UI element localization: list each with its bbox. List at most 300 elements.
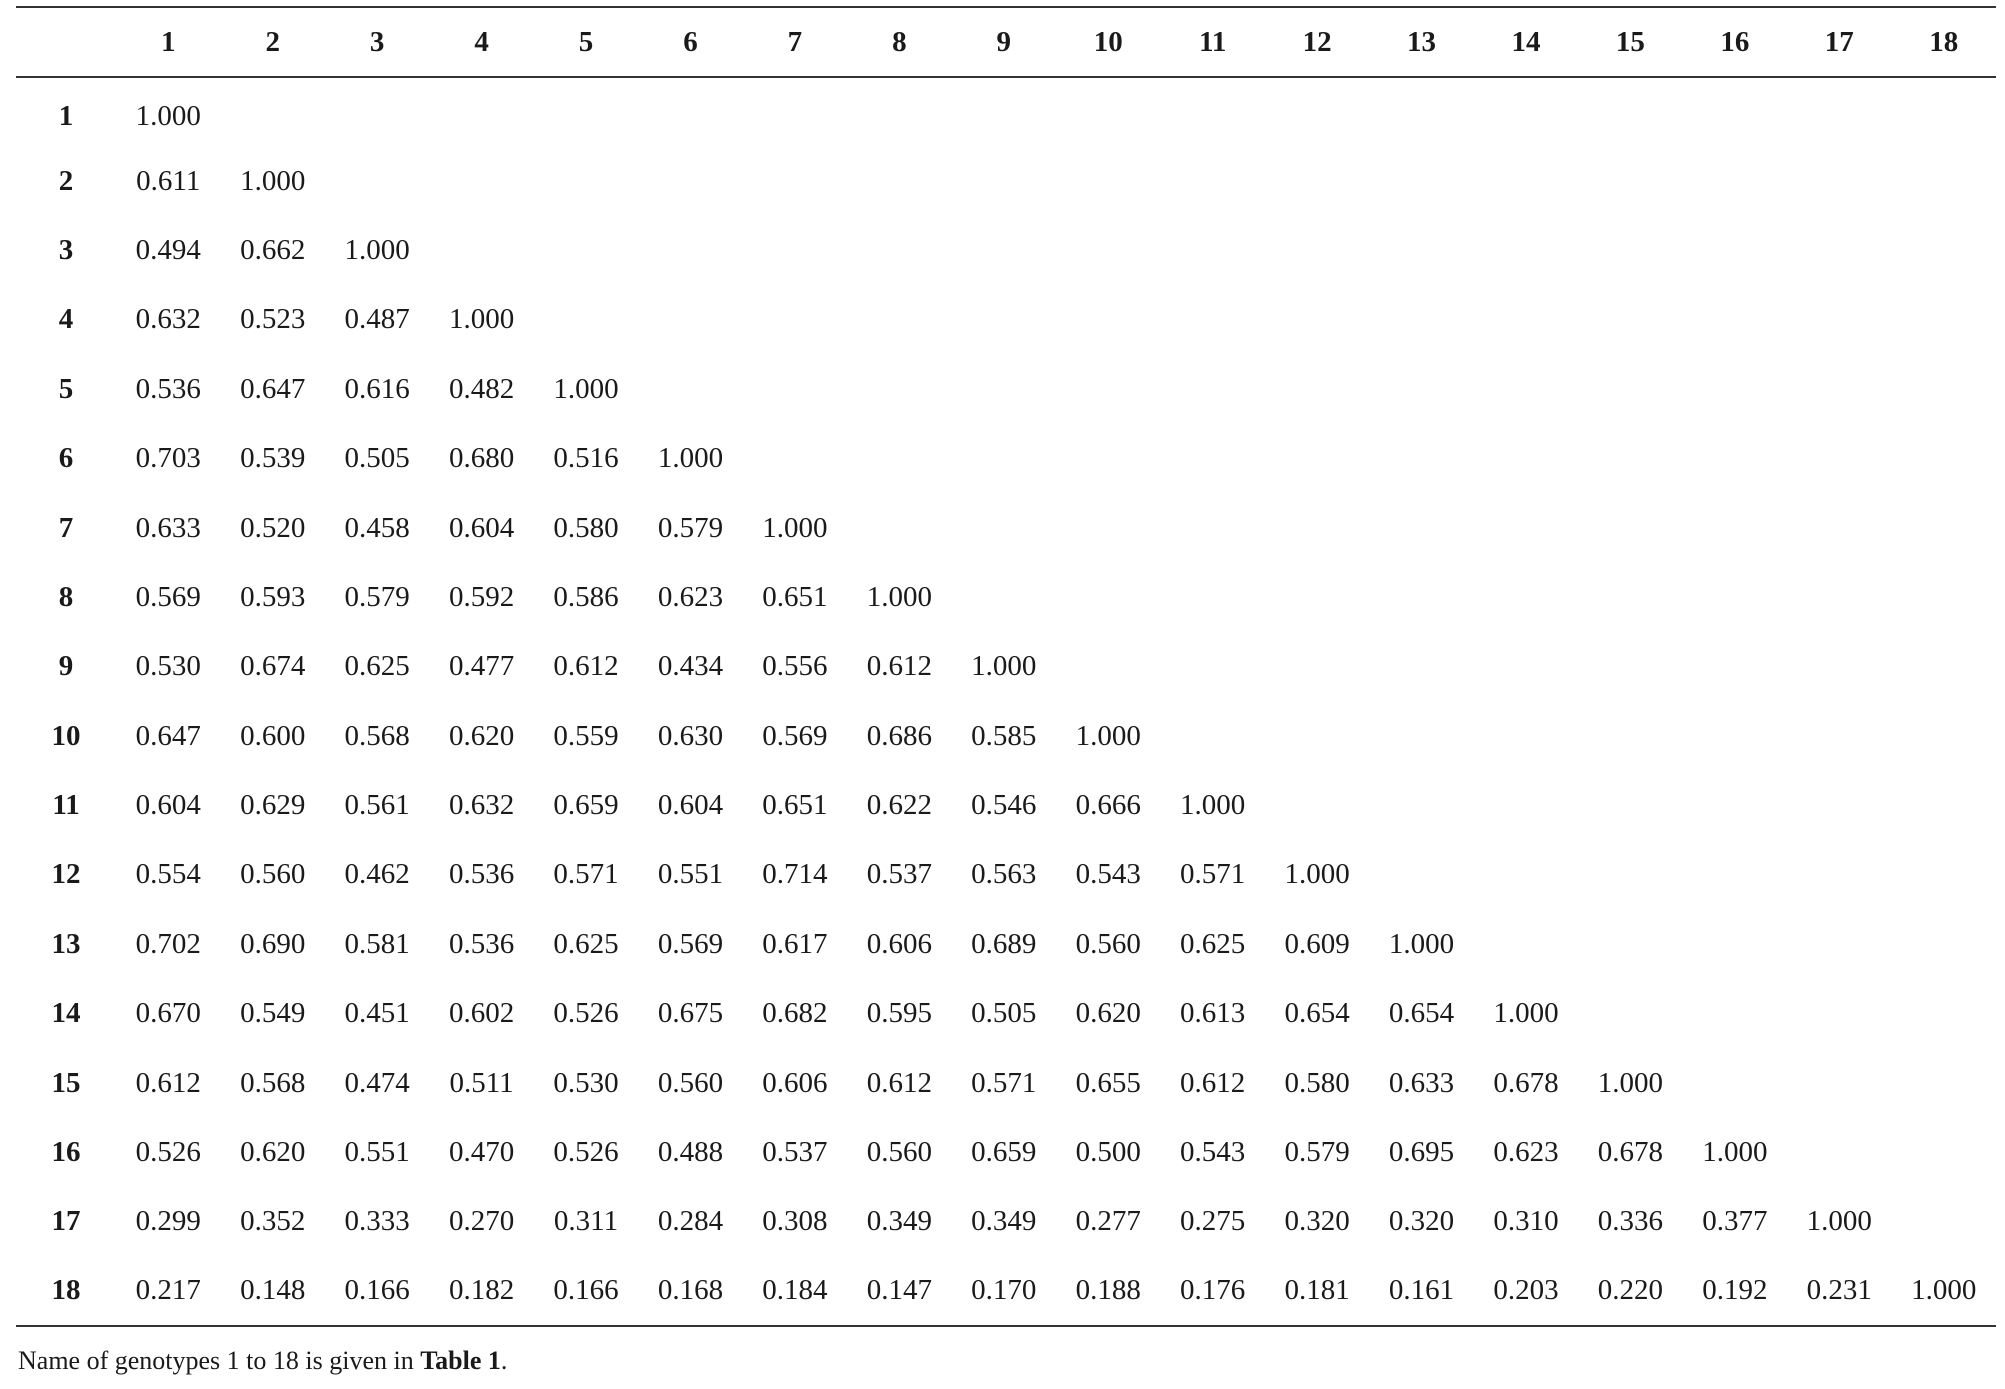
table-cell: 0.647 [240,372,306,405]
table-cell: 0.654 [1388,997,1455,1030]
table-cell [1160,146,1264,215]
table-cell [1474,771,1578,840]
table-cell [1891,632,1996,701]
table-cell: 0.612 [866,1066,932,1099]
table-cell [638,77,742,146]
table-cell [1891,146,1996,215]
table-row [16,771,1996,840]
table-row [16,355,1996,424]
table-cell [1578,424,1682,493]
table-cell [1891,1118,1996,1187]
table-cell: 0.592 [448,580,515,613]
table-row [16,424,1996,493]
row-header-1: 1 [58,99,74,132]
table-cell: 0.680 [448,442,515,475]
table-row [16,285,1996,354]
table-cell [1578,355,1682,424]
table-cell [1265,632,1369,701]
table-cell: 0.662 [240,233,306,266]
table-cell: 0.275 [1180,1205,1246,1238]
table-cell: 0.377 [1702,1205,1768,1238]
table-cell: 0.559 [553,719,619,752]
table-cell [1787,424,1891,493]
table-cell: 0.543 [1180,1136,1246,1169]
table-cell [952,424,1056,493]
table-cell [325,146,429,215]
row-header-17: 17 [51,1205,81,1238]
row-header-10: 10 [51,719,81,752]
table-cell: 0.192 [1683,1257,1787,1326]
table-cell: 1.000 [1493,997,1559,1030]
table-cell [1369,146,1473,215]
table-cell: 0.581 [344,927,410,960]
table-cell [1056,355,1160,424]
table-cell [1683,1048,1787,1117]
table-header [16,7,1996,77]
table-cell [1474,563,1578,632]
table-cell: 1.000 [1891,1257,1996,1326]
table-row [16,1048,1996,1117]
table-cell [1787,355,1891,424]
table-cell [1474,424,1578,493]
table-cell: 0.505 [971,997,1037,1030]
table-cell [638,216,742,285]
table-cell: 0.580 [1284,1066,1350,1099]
table-cell [1474,216,1578,285]
table-cell: 0.604 [135,789,201,822]
table-cell [220,77,324,146]
table-cell: 0.526 [553,1136,619,1169]
table-cell: 0.474 [344,1066,410,1099]
table-cell [1891,771,1996,840]
table-cell: 0.220 [1578,1257,1682,1326]
table-cell [847,355,951,424]
row-header-15: 15 [51,1066,81,1099]
table-cell: 0.593 [240,580,306,613]
row-header-3: 3 [58,233,74,266]
table-cell: 0.537 [762,1136,828,1169]
table-cell [1787,77,1891,146]
table-row [16,910,1996,979]
similarity-matrix-table [16,6,1996,1327]
table-cell: 0.458 [344,511,410,544]
row-header-13: 13 [51,927,81,960]
column-header-14: 14 [1474,7,1578,77]
table-cell [1891,285,1996,354]
table-cell [1578,771,1682,840]
table-cell [534,285,638,354]
column-header-11: 11 [1160,7,1264,77]
table-cell: 0.188 [1056,1257,1160,1326]
table-cell [743,424,847,493]
table-cell: 0.500 [1075,1136,1141,1169]
table-cell: 0.600 [240,719,306,752]
table-cell [1891,216,1996,285]
table-cell: 0.184 [743,1257,847,1326]
table-row [16,1187,1996,1256]
table-cell: 0.477 [448,650,515,683]
table-cell: 1.000 [1388,927,1455,960]
column-header-5: 5 [534,7,638,77]
table-cell [952,563,1056,632]
table-cell [1891,910,1996,979]
table-cell [1578,702,1682,771]
table-row [16,216,1996,285]
column-header-12: 12 [1265,7,1369,77]
column-header-8: 8 [847,7,951,77]
table-cell: 0.352 [240,1205,306,1238]
table-cell: 0.530 [135,650,201,683]
table-cell [1787,563,1891,632]
table-cell: 0.568 [240,1066,306,1099]
table-cell: 1.000 [344,233,410,266]
table-cell [1369,563,1473,632]
table-cell [1683,840,1787,909]
table-cell [429,77,533,146]
table-cell: 0.349 [866,1205,932,1238]
table-cell [743,285,847,354]
table-cell [1369,493,1473,562]
column-header-7: 7 [743,7,847,77]
table-cell [1474,285,1578,354]
table-cell [1369,771,1473,840]
table-cell: 0.678 [1493,1066,1559,1099]
table-cell: 0.536 [448,858,515,891]
table-cell [1160,424,1264,493]
table-cell [952,216,1056,285]
table-cell: 0.616 [344,372,410,405]
table-cell: 0.536 [448,927,515,960]
table-cell: 0.666 [1075,789,1141,822]
table-cell [1160,563,1264,632]
table-cell [1787,979,1891,1048]
table-cell [1056,563,1160,632]
table-row [16,1257,1996,1326]
table-cell: 0.543 [1075,858,1141,891]
table-cell: 0.487 [344,303,410,336]
table-cell: 0.536 [135,372,201,405]
table-cell [638,285,742,354]
table-cell [1056,216,1160,285]
table-cell [1474,355,1578,424]
table-cell: 0.176 [1160,1257,1264,1326]
table-cell: 0.161 [1369,1257,1473,1326]
table-cell [1891,1048,1996,1117]
table-cell: 0.549 [240,997,306,1030]
row-header-9: 9 [58,650,74,683]
table-cell: 0.182 [429,1257,533,1326]
table-cell: 0.623 [1493,1136,1559,1169]
table-footnote [18,1346,507,1376]
table-cell: 1.000 [1806,1205,1872,1238]
table-cell [1578,840,1682,909]
table-cell: 0.620 [240,1136,306,1169]
table-cell [952,493,1056,562]
table-cell [1265,771,1369,840]
table-cell [1787,910,1891,979]
table-row [16,146,1996,215]
table-row [16,840,1996,909]
table-cell [1369,632,1473,701]
table-cell [1787,216,1891,285]
row-header-4: 4 [58,303,74,336]
table-cell [1369,702,1473,771]
table-cell: 0.604 [657,789,724,822]
table-cell: 0.612 [135,1066,201,1099]
table-cell [1056,146,1160,215]
table-cell [1160,493,1264,562]
table-cell: 0.494 [135,233,201,266]
table-cell: 0.539 [240,442,306,475]
column-header-15: 15 [1578,7,1682,77]
table-cell [1891,77,1996,146]
table-cell: 0.560 [240,858,306,891]
table-row [16,563,1996,632]
table-cell [952,285,1056,354]
table-cell [1683,563,1787,632]
table-cell [1265,493,1369,562]
table-cell: 0.579 [1284,1136,1350,1169]
table-cell: 1.000 [1702,1136,1768,1169]
table-cell [1265,216,1369,285]
table-cell [847,216,951,285]
table-cell [1683,355,1787,424]
row-header-7: 7 [58,511,74,544]
table-cell [952,355,1056,424]
table-cell [743,216,847,285]
table-cell: 0.586 [553,580,619,613]
table-cell: 0.560 [1075,927,1141,960]
table-cell: 0.629 [240,789,306,822]
table-cell: 0.520 [240,511,306,544]
table-cell [952,77,1056,146]
table-cell [1683,424,1787,493]
table-cell: 0.611 [136,164,201,197]
table-cell: 0.546 [971,789,1037,822]
table-cell: 0.689 [971,927,1037,960]
table-cell: 0.556 [762,650,828,683]
table-cell [1787,146,1891,215]
table-cell: 1.000 [553,372,619,405]
table-cell: 0.651 [762,789,828,822]
table-cell [743,355,847,424]
table-cell: 0.625 [344,650,410,683]
table-cell: 0.612 [866,650,932,683]
table-cell: 0.620 [448,719,515,752]
table-cell: 0.203 [1474,1257,1578,1326]
table-cell: 0.690 [240,927,306,960]
table-cell: 0.659 [553,789,619,822]
column-header-10: 10 [1056,7,1160,77]
table-cell [1160,355,1264,424]
table-cell: 0.333 [344,1205,410,1238]
table-cell [952,146,1056,215]
table-row [16,632,1996,701]
header-row [16,7,1996,77]
table-cell: 0.560 [866,1136,932,1169]
table-cell [1265,285,1369,354]
table-cell: 1.000 [1075,719,1141,752]
table-cell [1578,632,1682,701]
table-cell: 0.526 [553,997,619,1030]
table-cell: 0.571 [1180,858,1246,891]
table-cell: 0.633 [1388,1066,1455,1099]
table-cell: 0.655 [1075,1066,1141,1099]
table-cell: 0.585 [971,719,1037,752]
table-cell [1265,146,1369,215]
column-header-4: 4 [429,7,533,77]
table-cell: 0.320 [1284,1205,1350,1238]
table-cell: 0.336 [1597,1205,1664,1238]
table-cell: 0.563 [971,858,1037,891]
table-cell: 0.702 [135,927,201,960]
table-cell: 0.609 [1284,927,1350,960]
table-cell: 0.166 [534,1257,638,1326]
table-cell: 0.170 [952,1257,1056,1326]
table-cell: 0.270 [448,1205,515,1238]
column-header-2: 2 [220,7,324,77]
table-cell: 0.622 [866,789,932,822]
table-cell: 0.284 [657,1205,724,1238]
table-cell [534,77,638,146]
table-cell [1891,1187,1996,1256]
table-cell: 1.000 [866,580,932,613]
column-header-9: 9 [952,7,1056,77]
table-cell [1160,632,1264,701]
table-cell [1891,493,1996,562]
column-header-18: 18 [1891,7,1996,77]
table-cell [1787,702,1891,771]
table-cell [534,216,638,285]
table-cell: 0.482 [448,372,515,405]
table-cell: 1.000 [1180,789,1246,822]
table-cell: 0.623 [657,580,724,613]
table-cell: 0.606 [762,1066,828,1099]
table-cell [1787,1118,1891,1187]
table-cell: 0.148 [220,1257,324,1326]
table-cell: 0.654 [1284,997,1350,1030]
column-header-13: 13 [1369,7,1473,77]
table-cell: 0.147 [847,1257,951,1326]
row-header-5: 5 [58,372,74,405]
table-cell: 0.632 [135,303,201,336]
table-cell [638,355,742,424]
table-cell: 0.299 [135,1205,201,1238]
table-row [16,493,1996,562]
table-cell: 0.537 [866,858,932,891]
table-cell [1369,355,1473,424]
table-cell [847,493,951,562]
table-cell: 0.703 [135,442,201,475]
table-cell: 0.349 [971,1205,1037,1238]
table-cell: 0.554 [135,858,201,891]
table-cell [1683,910,1787,979]
table-cell: 0.580 [553,511,619,544]
table-cell: 0.571 [971,1066,1037,1099]
table-cell [1683,979,1787,1048]
table-cell: 0.595 [866,997,932,1030]
table-row [16,979,1996,1048]
table-cell [1474,632,1578,701]
table-cell [1056,493,1160,562]
table-cell: 0.551 [344,1136,410,1169]
table-cell: 0.320 [1388,1205,1455,1238]
table-cell [1578,77,1682,146]
table-cell: 0.530 [553,1066,619,1099]
table-cell [1578,285,1682,354]
table-cell: 0.579 [344,580,410,613]
table-cell: 0.511 [449,1066,514,1099]
table-cell [1056,424,1160,493]
table-cell [743,146,847,215]
table-cell: 0.168 [638,1257,742,1326]
table-cell [1787,771,1891,840]
table-cell [1265,424,1369,493]
table-cell [1265,702,1369,771]
table-cell: 0.630 [657,719,724,752]
table-cell [1683,771,1787,840]
table-row [16,702,1996,771]
table-cell: 0.675 [657,997,724,1030]
table-cell [1683,702,1787,771]
table-cell: 1.000 [1284,858,1350,891]
table-cell: 0.678 [1597,1136,1664,1169]
table-cell: 0.632 [448,789,515,822]
table-cell: 0.714 [762,858,828,891]
table-cell: 0.568 [344,719,410,752]
row-header-18: 18 [16,1257,116,1326]
table-cell [1578,216,1682,285]
table-cell [638,146,742,215]
table-cell: 0.231 [1787,1257,1891,1326]
table-cell: 0.310 [1493,1205,1559,1238]
table-cell: 0.670 [135,997,201,1030]
similarity-matrix-table-container [16,6,1996,1327]
table-cell: 0.647 [135,719,201,752]
table-cell [1056,632,1160,701]
table-cell [1787,1048,1891,1117]
table-cell [429,216,533,285]
table-cell [1265,77,1369,146]
column-header-6: 6 [638,7,742,77]
table-cell [1787,632,1891,701]
table-cell: 0.516 [553,442,619,475]
table-cell: 0.451 [344,997,410,1030]
table-cell [1474,146,1578,215]
table-cell: 0.659 [971,1136,1037,1169]
table-cell: 0.523 [240,303,306,336]
table-cell [1683,493,1787,562]
table-cell: 0.462 [344,858,410,891]
table-cell: 0.602 [448,997,515,1030]
row-header-12: 12 [51,858,81,891]
table-cell: 0.612 [1180,1066,1246,1099]
column-header-1: 1 [116,7,220,77]
table-cell: 0.569 [135,580,201,613]
table-cell: 0.686 [866,719,932,752]
table-cell [1474,840,1578,909]
table-cell [847,77,951,146]
table-cell: 0.217 [116,1257,220,1326]
table-cell [1160,77,1264,146]
table-cell [1891,979,1996,1048]
footnote-text: Name of genotypes 1 to 18 is given in [18,1346,421,1375]
column-header-16: 16 [1683,7,1787,77]
table-cell [1056,77,1160,146]
row-header-16: 16 [51,1136,81,1169]
table-cell [1683,285,1787,354]
table-cell [1683,146,1787,215]
